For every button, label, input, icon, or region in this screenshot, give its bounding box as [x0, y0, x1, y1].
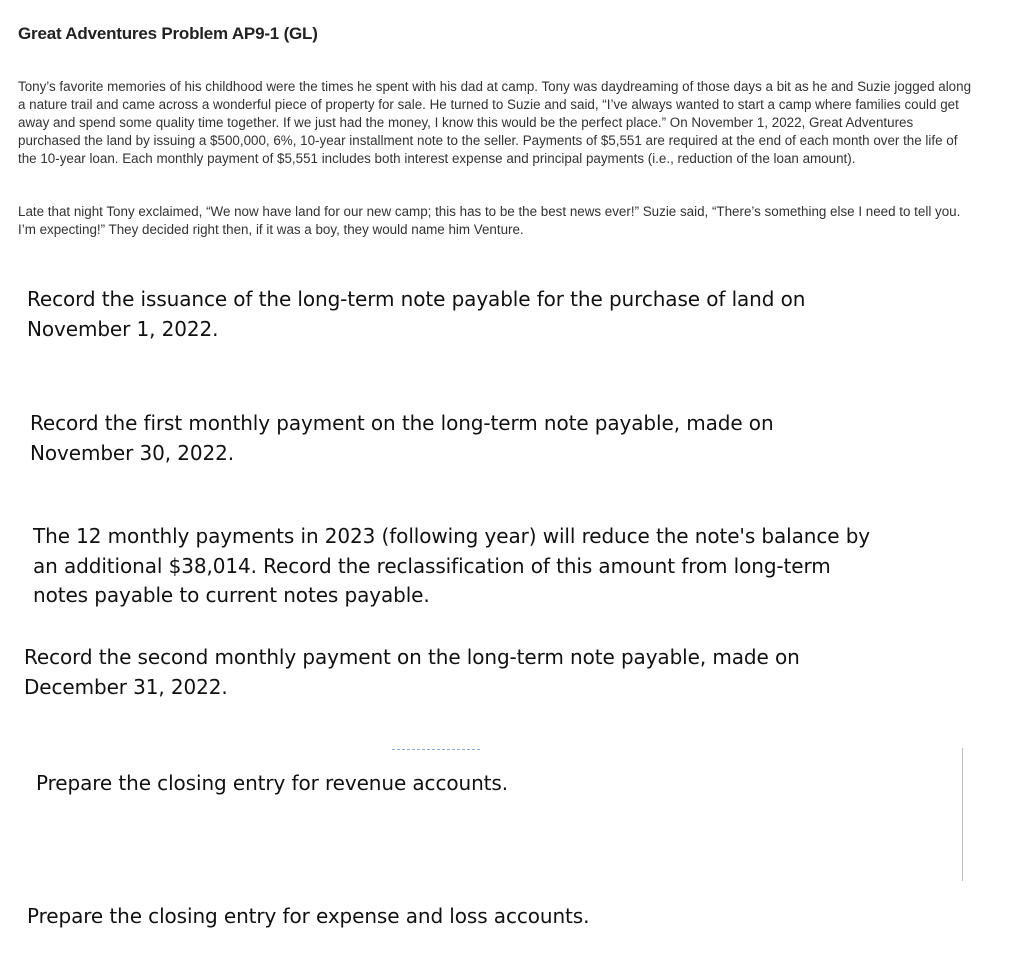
task-instruction-4: Record the second monthly payment on the long-term note payable, made on December 31, 2022. [24, 645, 800, 699]
problem-paragraph: Tony’s favorite memories of his childhood were the times he spent with his dad at camp. Tony was daydreaming of those days a bit as he and Suzie jogged along a nature trail and came across a wonderful piece of property for sale. He turned to Suzie and said, “I’ve always wanted to start a camp where families could get away and spend some quality time together. If we just had the money, I know this would be the perfect place.” On November 1, 2022, Great Adventures purchased the land by issuing a $500,000, 6%, 10-year installment note to the seller. Payments of $5,551 are required at the end of each month over the life of the 10-year loan. Each monthly payment of $5,551 includes both interest expense and principal payments (i.e., reduction of the loan amount). [18, 79, 972, 166]
task-instruction-5: Prepare the closing entry for revenue accounts. [36, 771, 508, 795]
problem-title: Great Adventures Problem AP9-1 (GL) [18, 24, 318, 43]
task-instruction-1: Record the issuance of the long-term note payable for the purchase of land on November 1, 2022. [27, 287, 806, 341]
task-instruction-6: Prepare the closing entry for expense and loss accounts. [27, 904, 590, 928]
vertical-rule [962, 748, 963, 881]
dotted-divider [392, 749, 480, 750]
task-instruction-2: Record the first monthly payment on the long-term note payable, made on November 30, 2022. [30, 411, 774, 465]
task-instruction-3: The 12 monthly payments in 2023 (following year) will reduce the note's balance by an additional $38,014. Record the reclassification of this amount from long-term notes payable to current notes payable. [33, 524, 871, 607]
problem-paragraph: Late that night Tony exclaimed, “We now have land for our new camp; this has to be the best news ever!” Suzie said, “There’s something else I need to tell you. I’m expecting!” They decided right then, if it was a boy, they would name him Venture. [18, 204, 961, 237]
